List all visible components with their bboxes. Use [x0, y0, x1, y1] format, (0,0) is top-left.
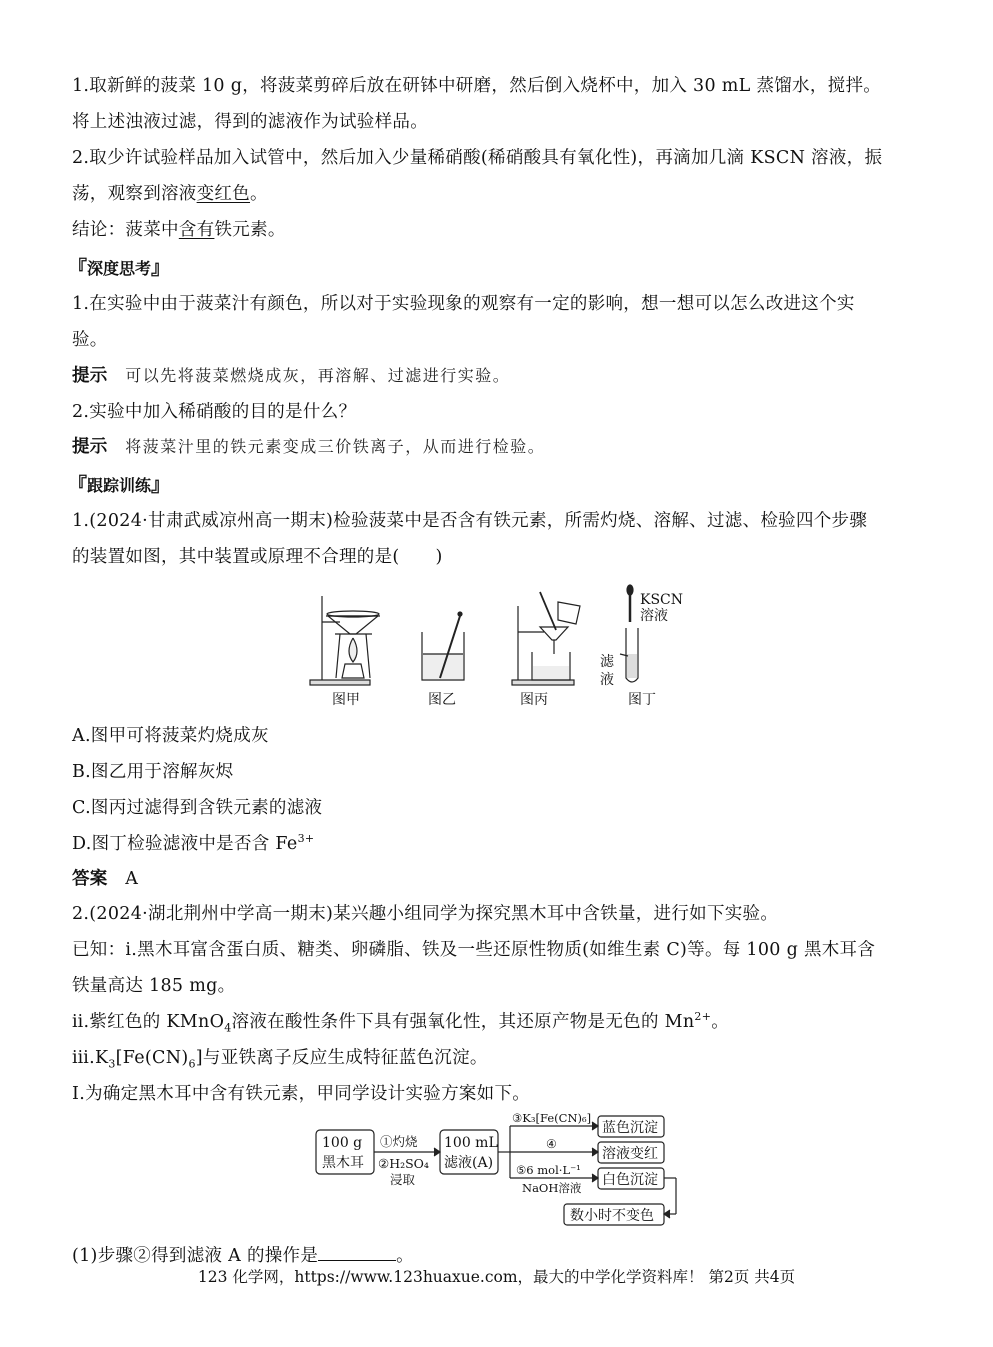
option-c: C.图丙过滤得到含铁元素的滤液 — [72, 798, 323, 818]
option-a: A.图甲可将菠菜灼烧成灰 — [72, 726, 269, 746]
page-footer: 123 化学网，https://www.123huaxue.com，最大的中学化学资料库！ 第2页 共4页 — [197, 1268, 796, 1286]
apparatus-jia — [310, 596, 380, 685]
flow-box2-line1: 100 mL — [444, 1135, 498, 1151]
flow-branch4: ④ — [546, 1137, 557, 1151]
flow-branch5-line2: NaOH溶液 — [522, 1181, 582, 1195]
dt-q1-line-a: 1.在实验中由于菠菜汁有颜色，所以对于实验现象的观察有一定的影响，想一想可以怎么改进这个实 — [72, 294, 855, 314]
section-header-practice: 『跟踪训练』 — [68, 474, 171, 496]
q1-text: 的装置如图，其中装置或原理不合理的是( — [72, 547, 400, 567]
sub1-end: 。 — [396, 1246, 414, 1266]
known-iii-line — [72, 1044, 488, 1071]
figure-label-ding: 图丁 — [628, 692, 656, 708]
flow-box1-line1: 100 g — [322, 1135, 363, 1151]
filtrate-label-2: 液 — [600, 672, 614, 688]
step2-answer: 变红色 — [196, 184, 251, 204]
known-ii-end: 。 — [711, 1012, 730, 1032]
figure-label-jia: 图甲 — [332, 692, 360, 708]
flow-result1: 蓝色沉淀 — [602, 1120, 658, 1136]
step2-text: 荡，观察到溶液 — [72, 184, 197, 204]
flow-result3: 白色沉淀 — [602, 1172, 658, 1188]
figure-label-yi: 图乙 — [428, 692, 456, 708]
pr-q1-line-b — [72, 543, 443, 568]
dt-q1-line-b: 验。 — [72, 330, 108, 350]
part1-line: Ⅰ.为确定黑木耳中含有铁元素，甲同学设计实验方案如下。 — [72, 1084, 531, 1104]
step2-line-a: 2.取少许试验样品加入试管中，然后加入少量稀硝酸(稀硝酸具有氧化性)，再滴加几滴 KSCN 溶液，振 — [72, 148, 883, 168]
dt-q2-line: 2.实验中加入稀硝酸的目的是什么？ — [72, 402, 357, 422]
pr-q2-title: 2.(2024·湖北荆州中学高一期末)某兴趣小组同学为探究黑木耳中含铁量，进行如下实验。 — [72, 904, 779, 924]
known-ii-sup: 2+ — [694, 1010, 712, 1024]
apparatus-bing — [512, 592, 580, 685]
figure-label-bing: 图丙 — [520, 692, 548, 708]
known-iii-sub1: 3 — [108, 1057, 116, 1071]
conclusion-line — [72, 216, 286, 241]
known-ii-line — [72, 1008, 729, 1035]
flow-box2-line2: 滤液(A) — [444, 1155, 494, 1171]
flow-result4: 数小时不变色 — [570, 1208, 654, 1224]
step2-end: 。 — [250, 184, 268, 204]
step1-line-a: 1.取新鲜的菠菜 10 g，将菠菜剪碎后放在研钵中研磨，然后倒入烧杯中，加入 30 mL 蒸馏水，搅拌。 — [72, 76, 882, 96]
flow-step1: ①灼烧 — [380, 1134, 418, 1149]
known-iii-sub2: 6 — [188, 1057, 196, 1071]
option-d — [72, 830, 314, 855]
hint-text: 将菠菜汁里的铁元素变成三价铁离子，从而进行检验。 — [125, 437, 546, 456]
known-ii-text: ⅱ.紫红色的 KMnO — [72, 1012, 225, 1032]
option-b: B.图乙用于溶解灰烬 — [72, 762, 234, 782]
known-ii-mid: 溶液在酸性条件下具有强氧化性，其还原产物是无色的 Mn — [231, 1012, 695, 1032]
flow-branch3: ③K₃[Fe(CN)₆] — [512, 1111, 592, 1125]
kscn-label: KSCN — [640, 592, 684, 608]
answer-line — [72, 865, 138, 890]
known-iii-mid: [Fe(CN) — [115, 1048, 189, 1068]
apparatus-ding — [620, 585, 638, 682]
apparatus-figure — [300, 582, 700, 712]
answer-value: A — [125, 869, 139, 889]
answer-blank — [318, 1246, 396, 1261]
step1-line-b: 将上述浊液过滤，得到的滤液作为试验样品。 — [72, 112, 428, 132]
sub1-text: (1)步骤②得到滤液 A 的操作是 — [72, 1246, 319, 1266]
flow-step2: ②H₂SO₄ — [378, 1156, 429, 1171]
answer-label: 答案 — [72, 869, 108, 889]
option-d-text: D.图丁检验滤液中是否含 Fe — [72, 834, 298, 854]
section-title: 深度思考 — [87, 259, 152, 278]
dt-hint2-line — [72, 433, 545, 458]
option-d-charge: 3+ — [297, 832, 315, 846]
conclusion-text: 结论：菠菜中 — [72, 220, 179, 240]
flow-step2-extract: 浸取 — [390, 1172, 416, 1187]
hint-label: 提示 — [72, 437, 108, 457]
apparatus-yi — [422, 612, 464, 680]
conclusion-answer: 含有 — [178, 220, 215, 240]
known-iii-end: ]与亚铁离子反应生成特征蓝色沉淀。 — [195, 1048, 488, 1068]
conclusion-end: 铁元素。 — [214, 220, 286, 240]
section-header-deep-thinking: 『深度思考』 — [68, 257, 171, 279]
known-ii-sub: 4 — [224, 1021, 232, 1035]
hint-label: 提示 — [72, 366, 108, 386]
step2-line-b — [72, 180, 268, 205]
flow-chart — [310, 1108, 690, 1228]
filtrate-label-1: 滤 — [600, 654, 614, 670]
pr-q1-line-a: 1.(2024·甘肃武威凉州高一期末)检验菠菜中是否含有铁元素，所需灼烧、溶解、过滤、检验四个步骤 — [72, 511, 868, 531]
kscn-solution-label: 溶液 — [640, 608, 668, 624]
flow-branch5-line1: ⑤6 mol·L⁻¹ — [516, 1163, 581, 1177]
sub-question-1 — [72, 1242, 414, 1267]
dt-hint1-line — [72, 362, 510, 387]
known-i-line-b: 铁量高达 185 mg。 — [72, 976, 236, 996]
flow-result2: 溶液变红 — [602, 1146, 658, 1162]
known-i-line-a: 已知：ⅰ.黑木耳富含蛋白质、糖类、卵磷脂、铁及一些还原性物质(如维生素 C)等。每 100 g 黑木耳含 — [72, 940, 876, 960]
hint-text: 可以先将菠菜燃烧成灰，再溶解、过滤进行实验。 — [125, 366, 511, 385]
flow-box1-line2: 黑木耳 — [322, 1155, 364, 1171]
known-iii-text: ⅲ.K — [72, 1048, 109, 1068]
section-title: 跟踪训练 — [87, 476, 152, 495]
q1-close: ) — [435, 547, 443, 567]
